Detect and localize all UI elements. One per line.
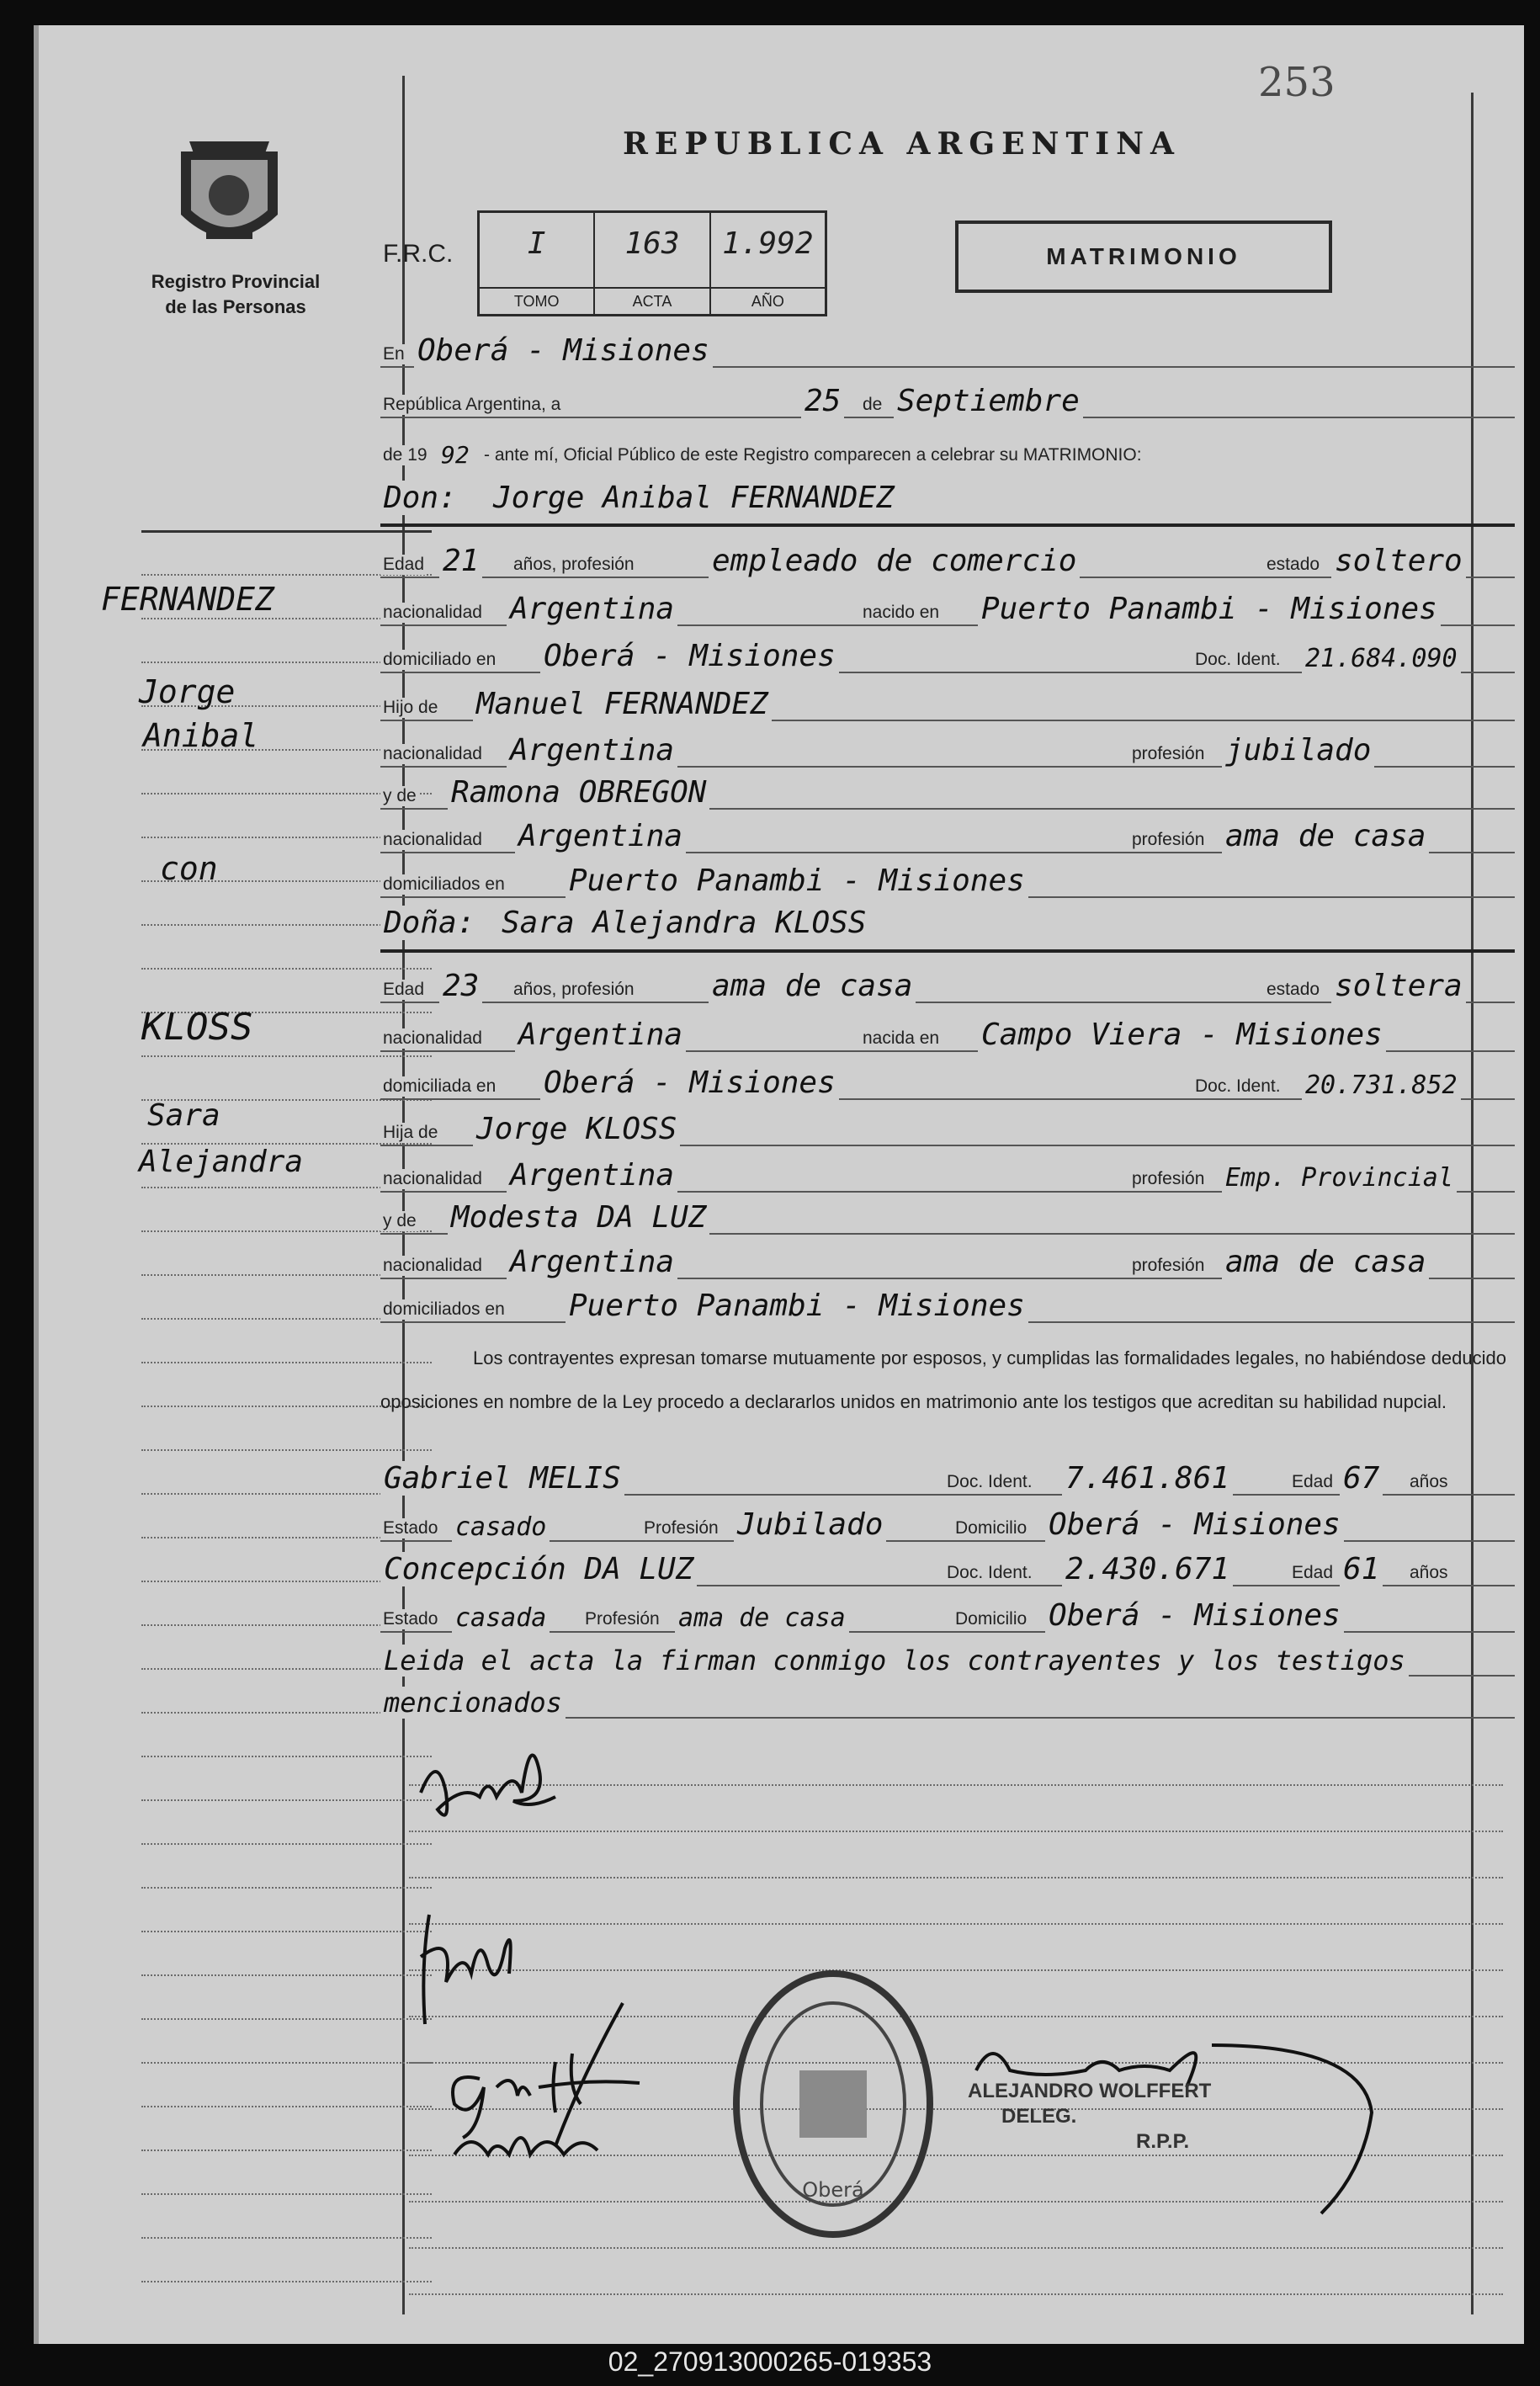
- witnesses-signature-icon: [429, 1978, 682, 2180]
- groom-signature-icon: [412, 1717, 581, 1852]
- registry-name: Registro Provincial de las Personas: [151, 271, 321, 317]
- margin-surname-1: FERNANDEZ: [101, 581, 274, 618]
- month-value: Septiembre: [894, 384, 1083, 418]
- bride-name: Sara Alejandra KLOSS: [498, 906, 869, 940]
- groom-father-nat-row: nacionalidad Argentina profesión jubilado: [380, 732, 1515, 774]
- page-number: 253: [1258, 59, 1336, 106]
- witness2-details-row: Estado casada Profesión ama de casa Domicilio Oberá - Misiones: [380, 1597, 1515, 1639]
- year-row: de 19 92 - ante mí, Oficial Público de este Registro comparecen a celebrar su MATRIMONIO:: [380, 433, 1515, 476]
- witness2-row: Concepción DA LUZ Doc. Ident. 2.430.671 Edad 61 años: [380, 1551, 1515, 1593]
- bride-father-nat-row: nacionalidad Argentina profesión Emp. Provincial: [380, 1157, 1515, 1199]
- day-value: 25: [801, 384, 844, 418]
- bride-mother-nat-row: nacionalidad Argentina profesión ama de casa: [380, 1244, 1515, 1286]
- groom-separator: [380, 523, 1515, 527]
- groom-mother-nat-row: nacionalidad Argentina profesión ama de casa: [380, 818, 1515, 860]
- bride-parents-dom-row: domiciliados en Puerto Panambi - Misiones: [380, 1288, 1515, 1330]
- groom-father-row: Hijo de Manuel FERNANDEZ: [380, 686, 1515, 728]
- registry-emblem-icon: [173, 135, 286, 252]
- acta-value: 163: [624, 226, 680, 261]
- margin-given-1a: Jorge: [139, 673, 236, 710]
- closing-row-1: Leida el acta la firman conmigo los contrayentes y los testigos: [380, 1641, 1515, 1683]
- reference-code: 02_270913000265-019353: [608, 2346, 932, 2377]
- bride-name-row: Doña: Sara Alejandra KLOSS: [380, 905, 1515, 947]
- witness1-row: Gabriel MELIS Doc. Ident. 7.461.861 Edad 67 años: [380, 1460, 1515, 1502]
- bride-domicile-row: domiciliada en Oberá - Misiones Doc. Ident. 20.731.852: [380, 1065, 1515, 1107]
- witness1-details-row: Estado casado Profesión Jubilado Domicilio Oberá - Misiones: [380, 1507, 1515, 1549]
- tomo-value: I: [527, 226, 546, 261]
- margin-given-1b: Anibal: [143, 717, 259, 754]
- bride-age-row: Edad 23 años, profesión ama de casa estado soltera: [380, 968, 1515, 1010]
- bride-nationality-row: nacionalidad Argentina nacida en Campo Viera - Misiones: [380, 1017, 1515, 1059]
- date-row: República Argentina, a 25 de Septiembre: [380, 383, 1515, 425]
- closing-row-2: mencionados: [380, 1683, 1515, 1725]
- groom-name: Jorge Anibal FERNANDEZ: [490, 481, 898, 515]
- groom-age-row: Edad 21 años, profesión empleado de comercio estado soltero: [380, 543, 1515, 585]
- place-row: En Oberá - Misiones: [380, 332, 1515, 375]
- groom-name-row: Don: Jorge Anibal FERNANDEZ: [380, 480, 1515, 522]
- country-title: REPUBLICA ARGENTINA: [623, 126, 1181, 162]
- groom-domicile-row: domiciliado en Oberá - Misiones Doc. Ident. 21.684.090: [380, 638, 1515, 680]
- bride-separator: [380, 949, 1515, 953]
- bride-father-row: Hija de Jorge KLOSS: [380, 1111, 1515, 1153]
- margin-con: con: [160, 850, 218, 887]
- bride-mother-row: y de Modesta DA LUZ: [380, 1199, 1515, 1241]
- svg-text:Oberá: Oberá: [802, 2178, 864, 2202]
- frc-label: F.R.C.: [383, 240, 454, 268]
- margin-surname-2: KLOSS: [141, 1006, 253, 1049]
- place-value: Oberá - Misiones: [414, 333, 713, 368]
- office-seal-icon: [724, 1961, 943, 2247]
- frc-reference-box: I TOMO 163 ACTA 1.992 AÑO: [477, 210, 827, 316]
- act-type-box: MATRIMONIO: [955, 221, 1332, 293]
- groom-mother-row: y de Ramona OBREGON: [380, 774, 1515, 816]
- anio-value: 1.992: [722, 226, 814, 261]
- officer-stamp: ALEJANDRO WOLFFERT DELEG. R.P.P.: [968, 2080, 1212, 2153]
- margin-given-2a: Sara: [147, 1098, 220, 1133]
- declaration-paragraph: Los contrayentes expresan tomarse mutuamente por esposos, y cumplidas las formalidades legales, no habiéndose deducido oposiciones en nombre de la Ley procedo a declararlos unidos en matrimonio ante los testigos que acreditan su habilidad nupcial.: [380, 1347, 1506, 1412]
- groom-parents-dom-row: domiciliados en Puerto Panambi - Misiones: [380, 863, 1515, 905]
- groom-nationality-row: nacionalidad Argentina nacido en Puerto Panambi - Misiones: [380, 591, 1515, 633]
- year-value: 92: [438, 441, 473, 469]
- margin-given-2b: Alejandra: [139, 1145, 304, 1179]
